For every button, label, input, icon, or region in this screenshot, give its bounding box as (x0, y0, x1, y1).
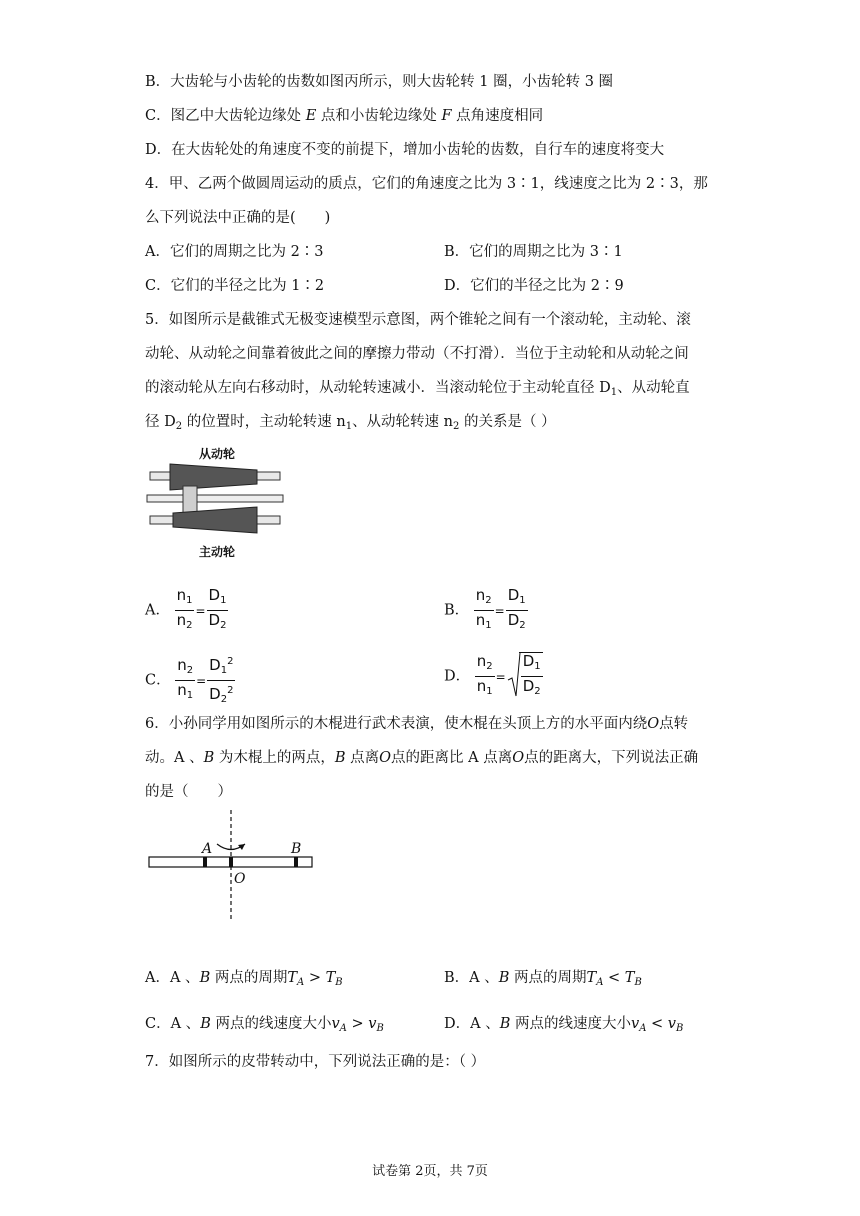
q4-option-c: C．它们的半径之比为 1∶2 (145, 278, 325, 294)
question-5-line-4: 径 $D_2$ 的位置时，主动轮转速 $n_1$、从动轮转速 $n_2$ 的关系是（ ） (145, 414, 556, 432)
driving-wheel-label: 主动轮 (198, 545, 236, 559)
q5-option-c: C． $\frac{n_2}{n_1}$ = $\frac{D_1^2}{D_2^2}$ (145, 652, 235, 709)
q6-option-b: B．A 、B 两点的周期$T_A < T_B$ (444, 970, 642, 988)
question-6-line-1: 6．小孙同学用如图所示的木棍进行武术表演，使木棍在头顶上方的水平面内绕O点转 (145, 716, 689, 732)
question-6-line-3: 的是（ ） (145, 784, 232, 800)
option-c-q3: C．图乙中大齿轮边缘处 E 点和小齿轮边缘处 F 点角速度相同 (145, 108, 544, 124)
option-b-q3: B．大齿轮与小齿轮的齿数如图丙所示，则大齿轮转 1 圈，小齿轮转 3 圈 (145, 74, 614, 90)
stick-rotation-figure (145, 808, 320, 923)
q6-option-c: C．A 、B 两点的线速度大小$v_A > v_B$ (145, 1016, 384, 1034)
driven-wheel-label: 从动轮 (198, 447, 236, 461)
point-o-label: O (234, 871, 246, 887)
q5-option-d: D． $\frac{n_2}{n_1}$ = $\frac{D_1}{D_2}$ (444, 652, 543, 701)
q6-option-a: A．A 、B 两点的周期$T_A > T_B$ (145, 970, 343, 988)
question-6-line-2: 动。A 、B 为木棍上的两点，B 点离O点的距离比 A 点离O点的距离大，下列说法正确 (145, 750, 699, 766)
q4-option-b: B．它们的周期之比为 3∶1 (444, 244, 623, 260)
question-5-line-3: 的滚动轮从左向右移动时，从动轮转速减小．当滚动轮位于主动轮直径 $D_1$、从动轮直 (145, 380, 690, 398)
question-4-line-1: 4．甲、乙两个做圆周运动的质点，它们的角速度之比为 3∶1，线速度之比为 2∶3，那 (145, 176, 708, 192)
question-4-line-2: 么下列说法中正确的是( ) (145, 210, 331, 226)
q6-option-d: D．A 、B 两点的线速度大小$v_A < v_B$ (444, 1016, 684, 1034)
cone-variator-figure (145, 444, 290, 562)
question-5-line-2: 动轮、从动轮之间靠着彼此之间的摩擦力带动（不打滑）．当位于主动轮和从动轮之间 (145, 346, 689, 362)
q4-option-d: D．它们的半径之比为 2∶9 (444, 278, 624, 294)
point-b-label: B (291, 841, 302, 857)
q5-option-a: A． $\frac{n_1}{n_2}$ = $\frac{D_1}{D_2}$ (145, 586, 227, 631)
q5-option-b: B． $\frac{n_2}{n_1}$ = $\frac{D_1}{D_2}$ (444, 586, 526, 631)
q4-option-a: A．它们的周期之比为 2∶3 (145, 244, 324, 260)
question-5-line-1: 5．如图所示是截锥式无极变速模型示意图，两个锥轮之间有一个滚动轮，主动轮、滚 (145, 312, 691, 328)
sqrt-sign: $\frac{D_1}{D_2}$ (507, 652, 543, 701)
page-footer: 试卷第 2页，共 7页 (372, 1164, 488, 1179)
question-7: 7．如图所示的皮带转动中，下列说法正确的是：（ ） (145, 1054, 486, 1070)
option-d-q3: D．在大齿轮处的角速度不变的前提下，增加小齿轮的齿数，自行车的速度将变大 (145, 142, 665, 158)
point-a-label: A (202, 841, 213, 857)
